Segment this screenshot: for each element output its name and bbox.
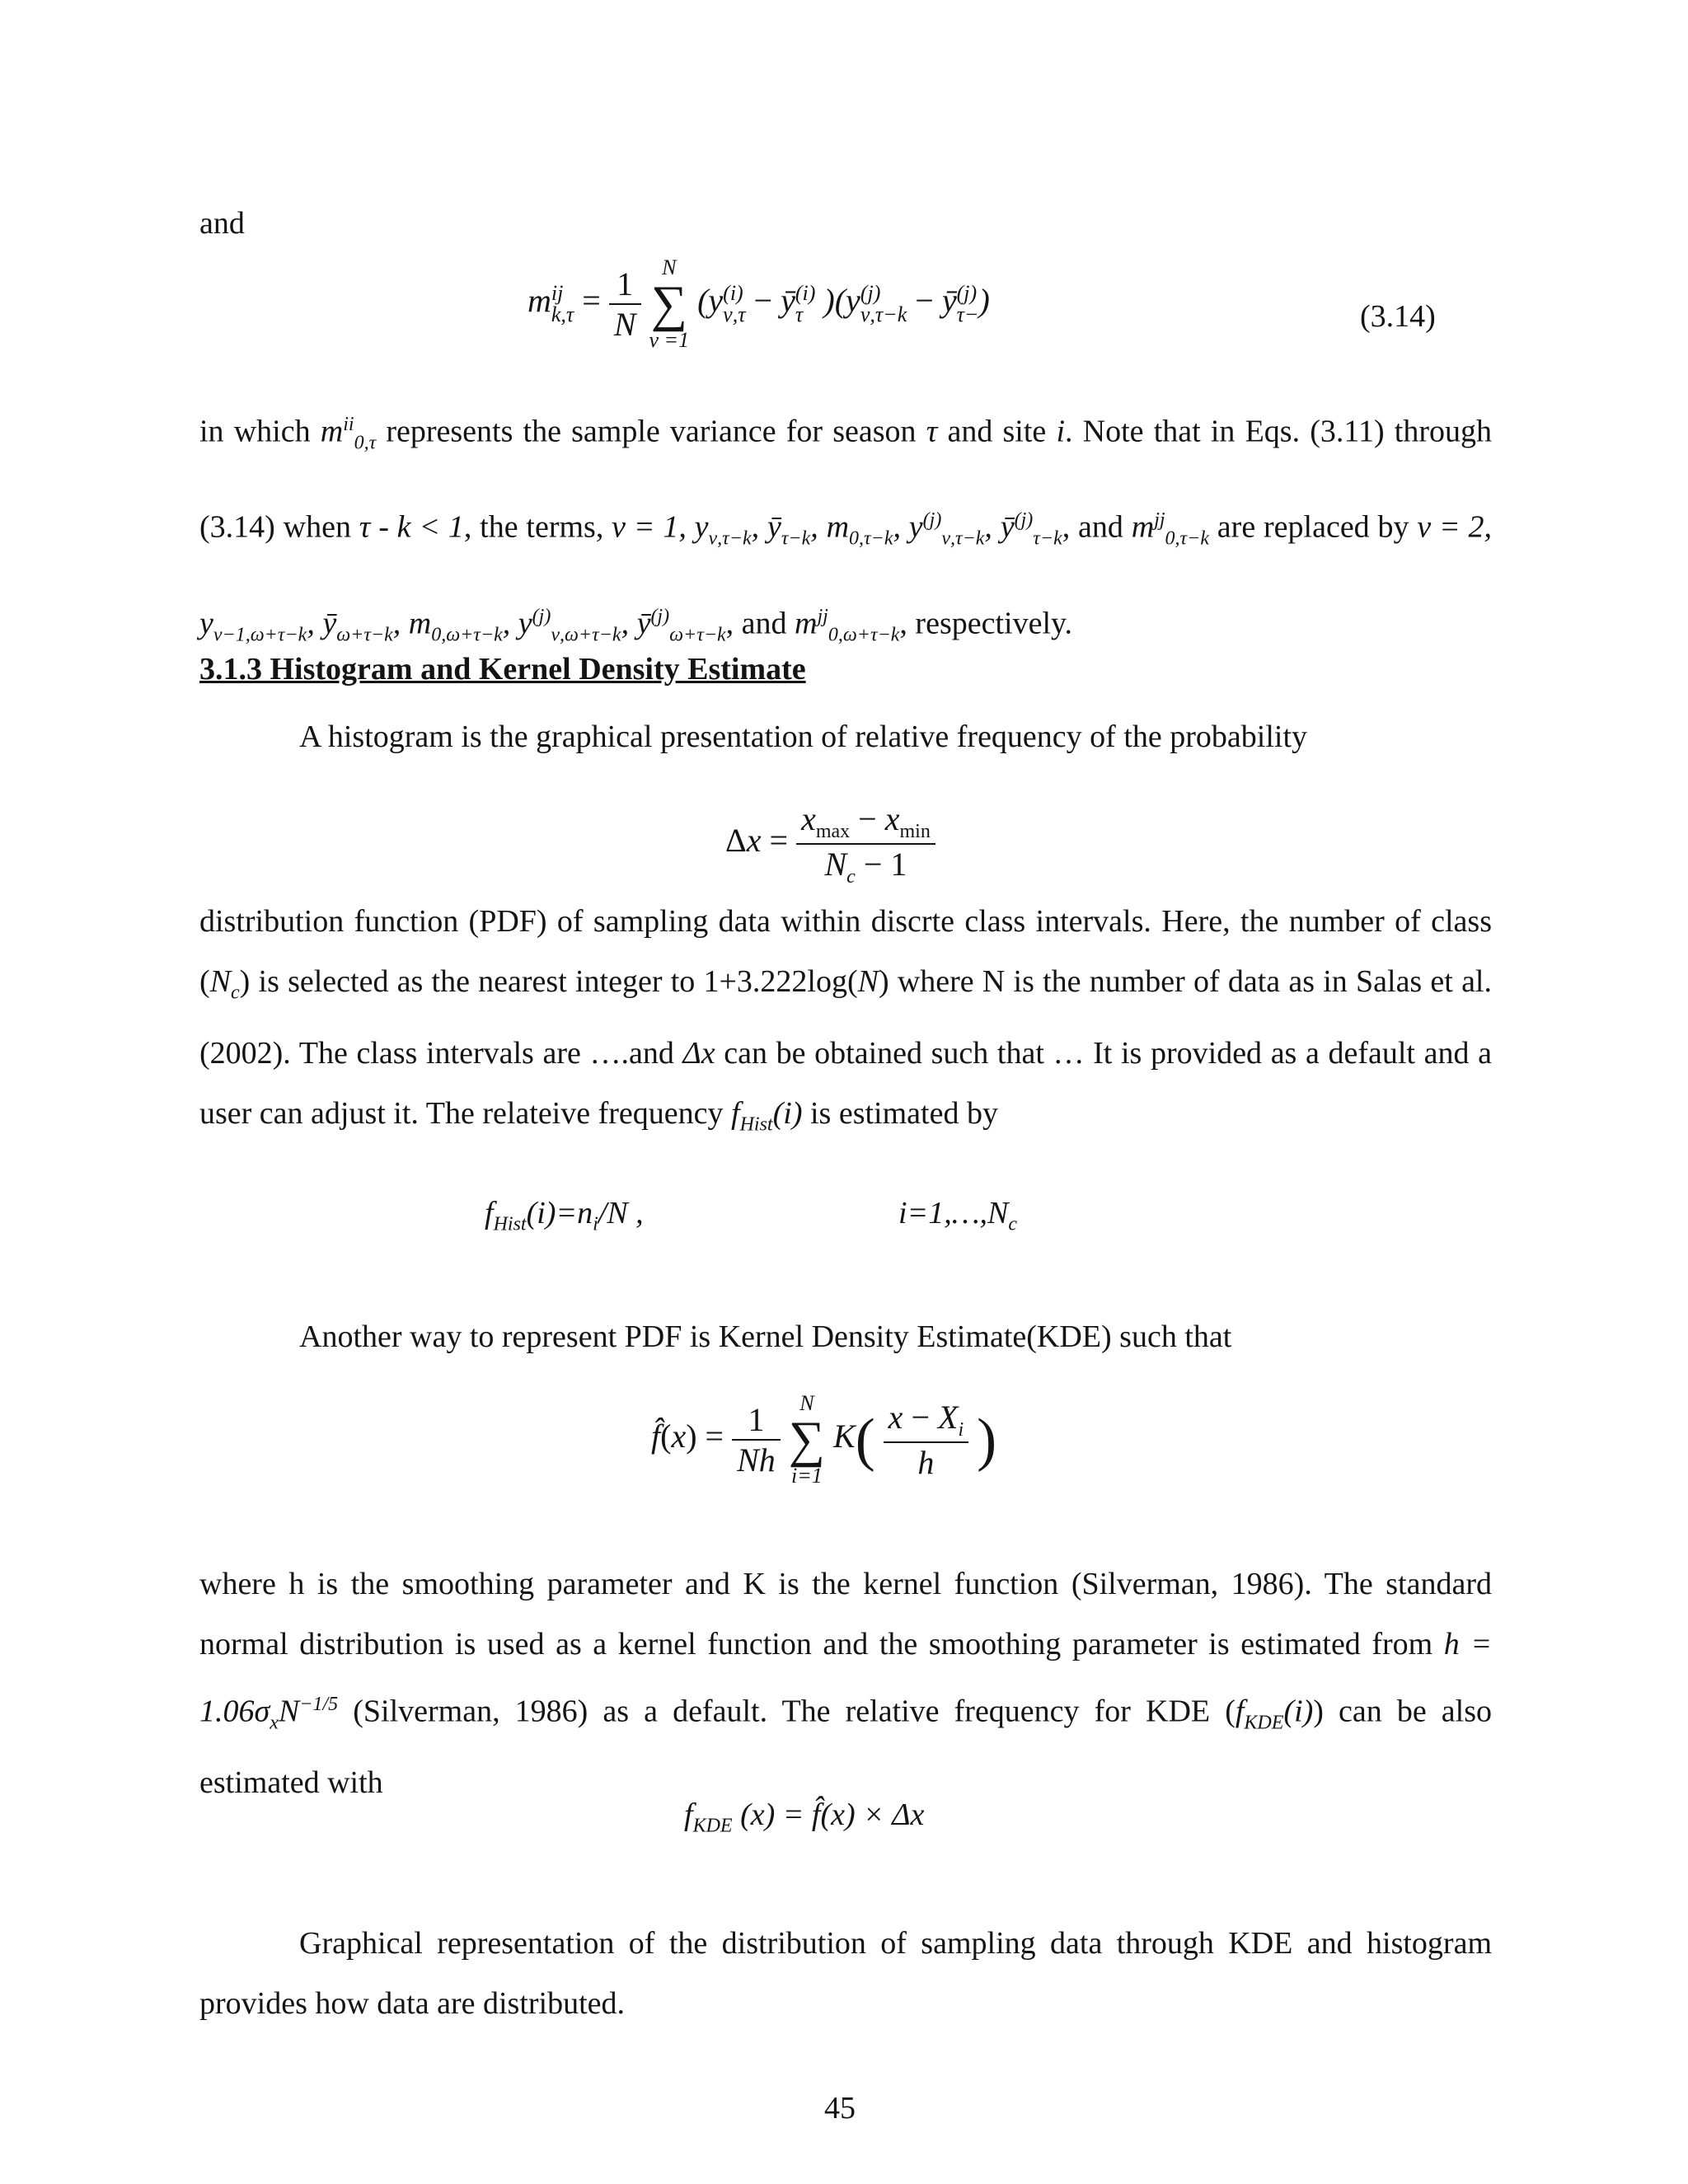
equation-delta-x: Δx = $\frac{x_{max} - x_{min}}{N_c - 1}$ [725,799,935,888]
paragraph-kde-body: where h is the smoothing parameter and K is the kernel function (Silverman, 1986). The standard normal distribution is used as a kernel function and the smoothing parameter is estimated from $h = 1.06\sigma_xN^{-1/5}$ (Silverman, 1986) as a default. The relative frequency for KDE $(f_{KDE}(i))$ can be also estimated with [199,1567,1493,1801]
equation-3-14: m ij k,τ = $\frac{1}{N}$ N ∑ ν =1 (y (i) ν,τ − ȳ (i) τ )(y (j) ν,τ−k − ȳ (j) τ− ) [528,255,990,352]
page-number: 45 [824,2091,856,2125]
paragraph-kde-intro: Another way to represent PDF is Kernel Density Estimate(KDE) such that [299,1319,1232,1354]
equation-fkde: $f_{KDE}$ (x) = f̂(x) × Δx [684,1797,925,1837]
paragraph-final: Graphical representation of the distribution of sampling data through KDE and histogram provides how data are distributed. [199,1926,1492,2021]
equation-fhist-range: $i=1,\dots,N_c$ [898,1196,1017,1235]
equation-fhist: $f_{Hist}(i)=n_i/N$ , [485,1196,644,1235]
paragraph-histogram-intro: A histogram is the graphical presentation of relative frequency of the probability [299,719,1307,754]
intro-word: and [199,206,245,241]
paragraph-histogram-body: distribution function (PDF) of sampling data within discrte class intervals. Here, the number of class $(N_c)$ is selected as the nearest integer to 1+3.222log(N) where N is the number of data as in Salas et al. (2002). The class intervals are ….and Δx can be obtained such that … It is provided as a default and a user can adjust it. The relateive frequency $f_{Hist}(i)$ is estimated by [199,904,1492,1136]
section-heading: 3.1.3 Histogram and Kernel Density Estimate [199,652,806,687]
equation-number: (3.14) [1360,299,1436,334]
equation-kde: f̂(x) = $\frac{1}{Nh}$ N ∑ i=1 K( $\frac{x - X_i}{h}$ ) [651,1391,997,1488]
paragraph-variance-note: in which $m^{ii}_{0,\tau}$ represents the sample variance for season τ and site i. Note that in Eqs. (3.11) through (3.14) when τ - k < 1, the terms, ν = 1, $y_{\nu,\tau-k}$, $ȳ_{\tau-k}$, $m_{0,\tau-k}$, $y^{(j)}_{\nu,\tau-k}$, $ȳ^{(j)}_{\tau-k}$, and $m^{jj}_{0,\tau-k}$ are replaced by ν = 2, $y_{\nu-1,\omega+\tau-k}$, $ȳ_{\omega+\tau-k}$, $m_{0,\omega+\tau-k}$, $y^{(j)}_{\nu,\omega+\tau-k}$, $ȳ^{(j)}_{\omega+\tau-k}$, and $m^{jj}_{0,\omega+\tau-k}$, respectively. [199,414,1493,645]
